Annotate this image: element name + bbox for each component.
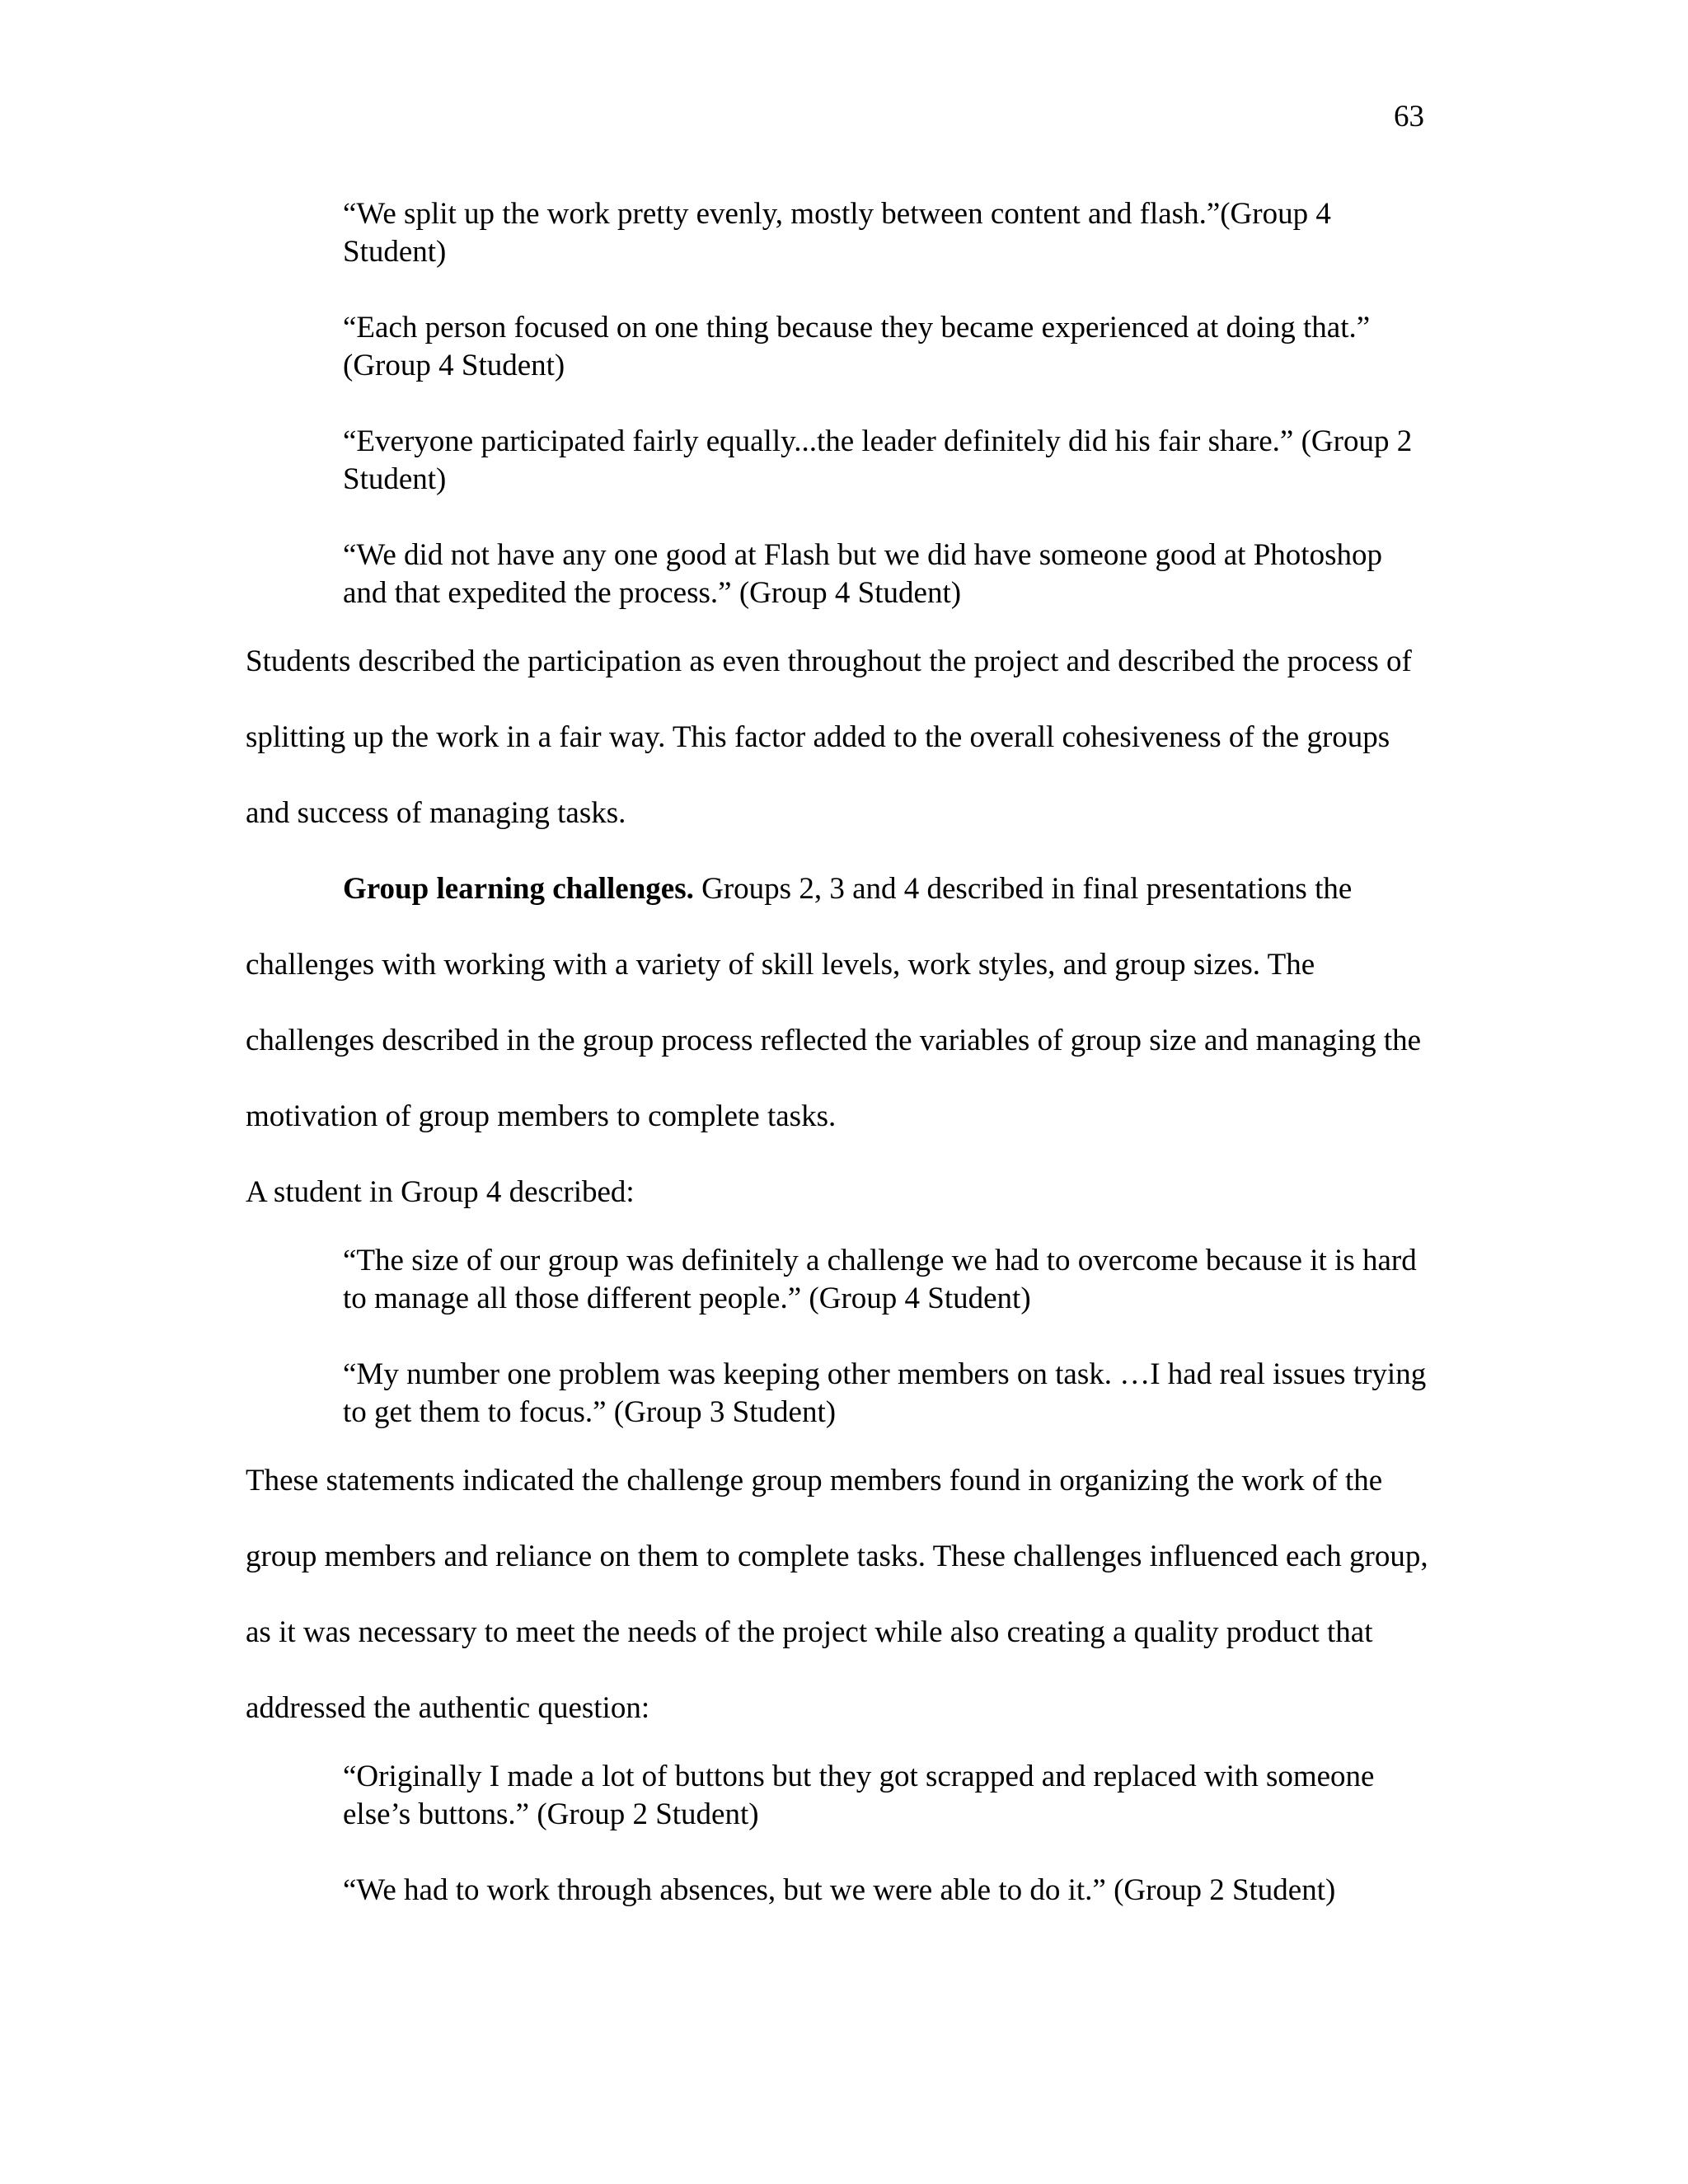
paragraph-statements: These statements indicated the challenge group members found in organizing the work of the group members and reliance on them to complete tasks. These challenges influenced each group, as it was necessary to meet the needs of the project while also creating a quality product that addressed the authentic question: (246, 1464, 1428, 1725)
section-heading: Group learning challenges. (343, 872, 694, 906)
block-quote-3: “Everyone participated fairly equally...the leader definitely did his fair share.” (Group 2 Student) (343, 424, 1413, 496)
lead-in-sentence: A student in Group 4 described: (246, 1175, 635, 1209)
block-quote-2: “Each person focused on one thing because they became experienced at doing that.” (Group 4 Student) (343, 311, 1371, 382)
block-quote-4: “We did not have any one good at Flash but we did have someone good at Photoshop and that expedited the process.” (Group 4 Student) (343, 538, 1382, 610)
block-quote-6: “My number one problem was keeping other members on task. …I had real issues trying to get them to focus.” (Group 3 Student) (343, 1357, 1427, 1429)
section-paragraph-group-learning-challenges (246, 851, 1432, 1155)
block-quote-5: “The size of our group was definitely a challenge we had to overcome because it is hard to manage all those different people.” (Group 4 Student) (343, 1244, 1417, 1315)
block-quote-7: “Originally I made a lot of buttons but they got scrapped and replaced with someone else’s buttons.” (Group 2 Student) (343, 1760, 1375, 1831)
block-quote-8: “We had to work through absences, but we were able to do it.” (Group 2 Student) (343, 1873, 1336, 1907)
paragraph-participation: Students described the participation as even throughout the project and described the process of splitting up the work in a fair way. This factor added to the overall cohesiveness of the groups and success of managing tasks. (246, 644, 1412, 830)
section-text: Groups 2, 3 and 4 described in final presentations the challenges with working with a variety of skill levels, work styles, and group sizes. The challenges described in the group process reflected the variables of group size and managing the motivation of group members to complete tasks. (246, 872, 1422, 1133)
page-number: 63 (1394, 100, 1424, 134)
document-body (246, 195, 1432, 1947)
block-quote-1: “We split up the work pretty evenly, mostly between content and flash.”(Group 4 Student) (343, 197, 1331, 269)
